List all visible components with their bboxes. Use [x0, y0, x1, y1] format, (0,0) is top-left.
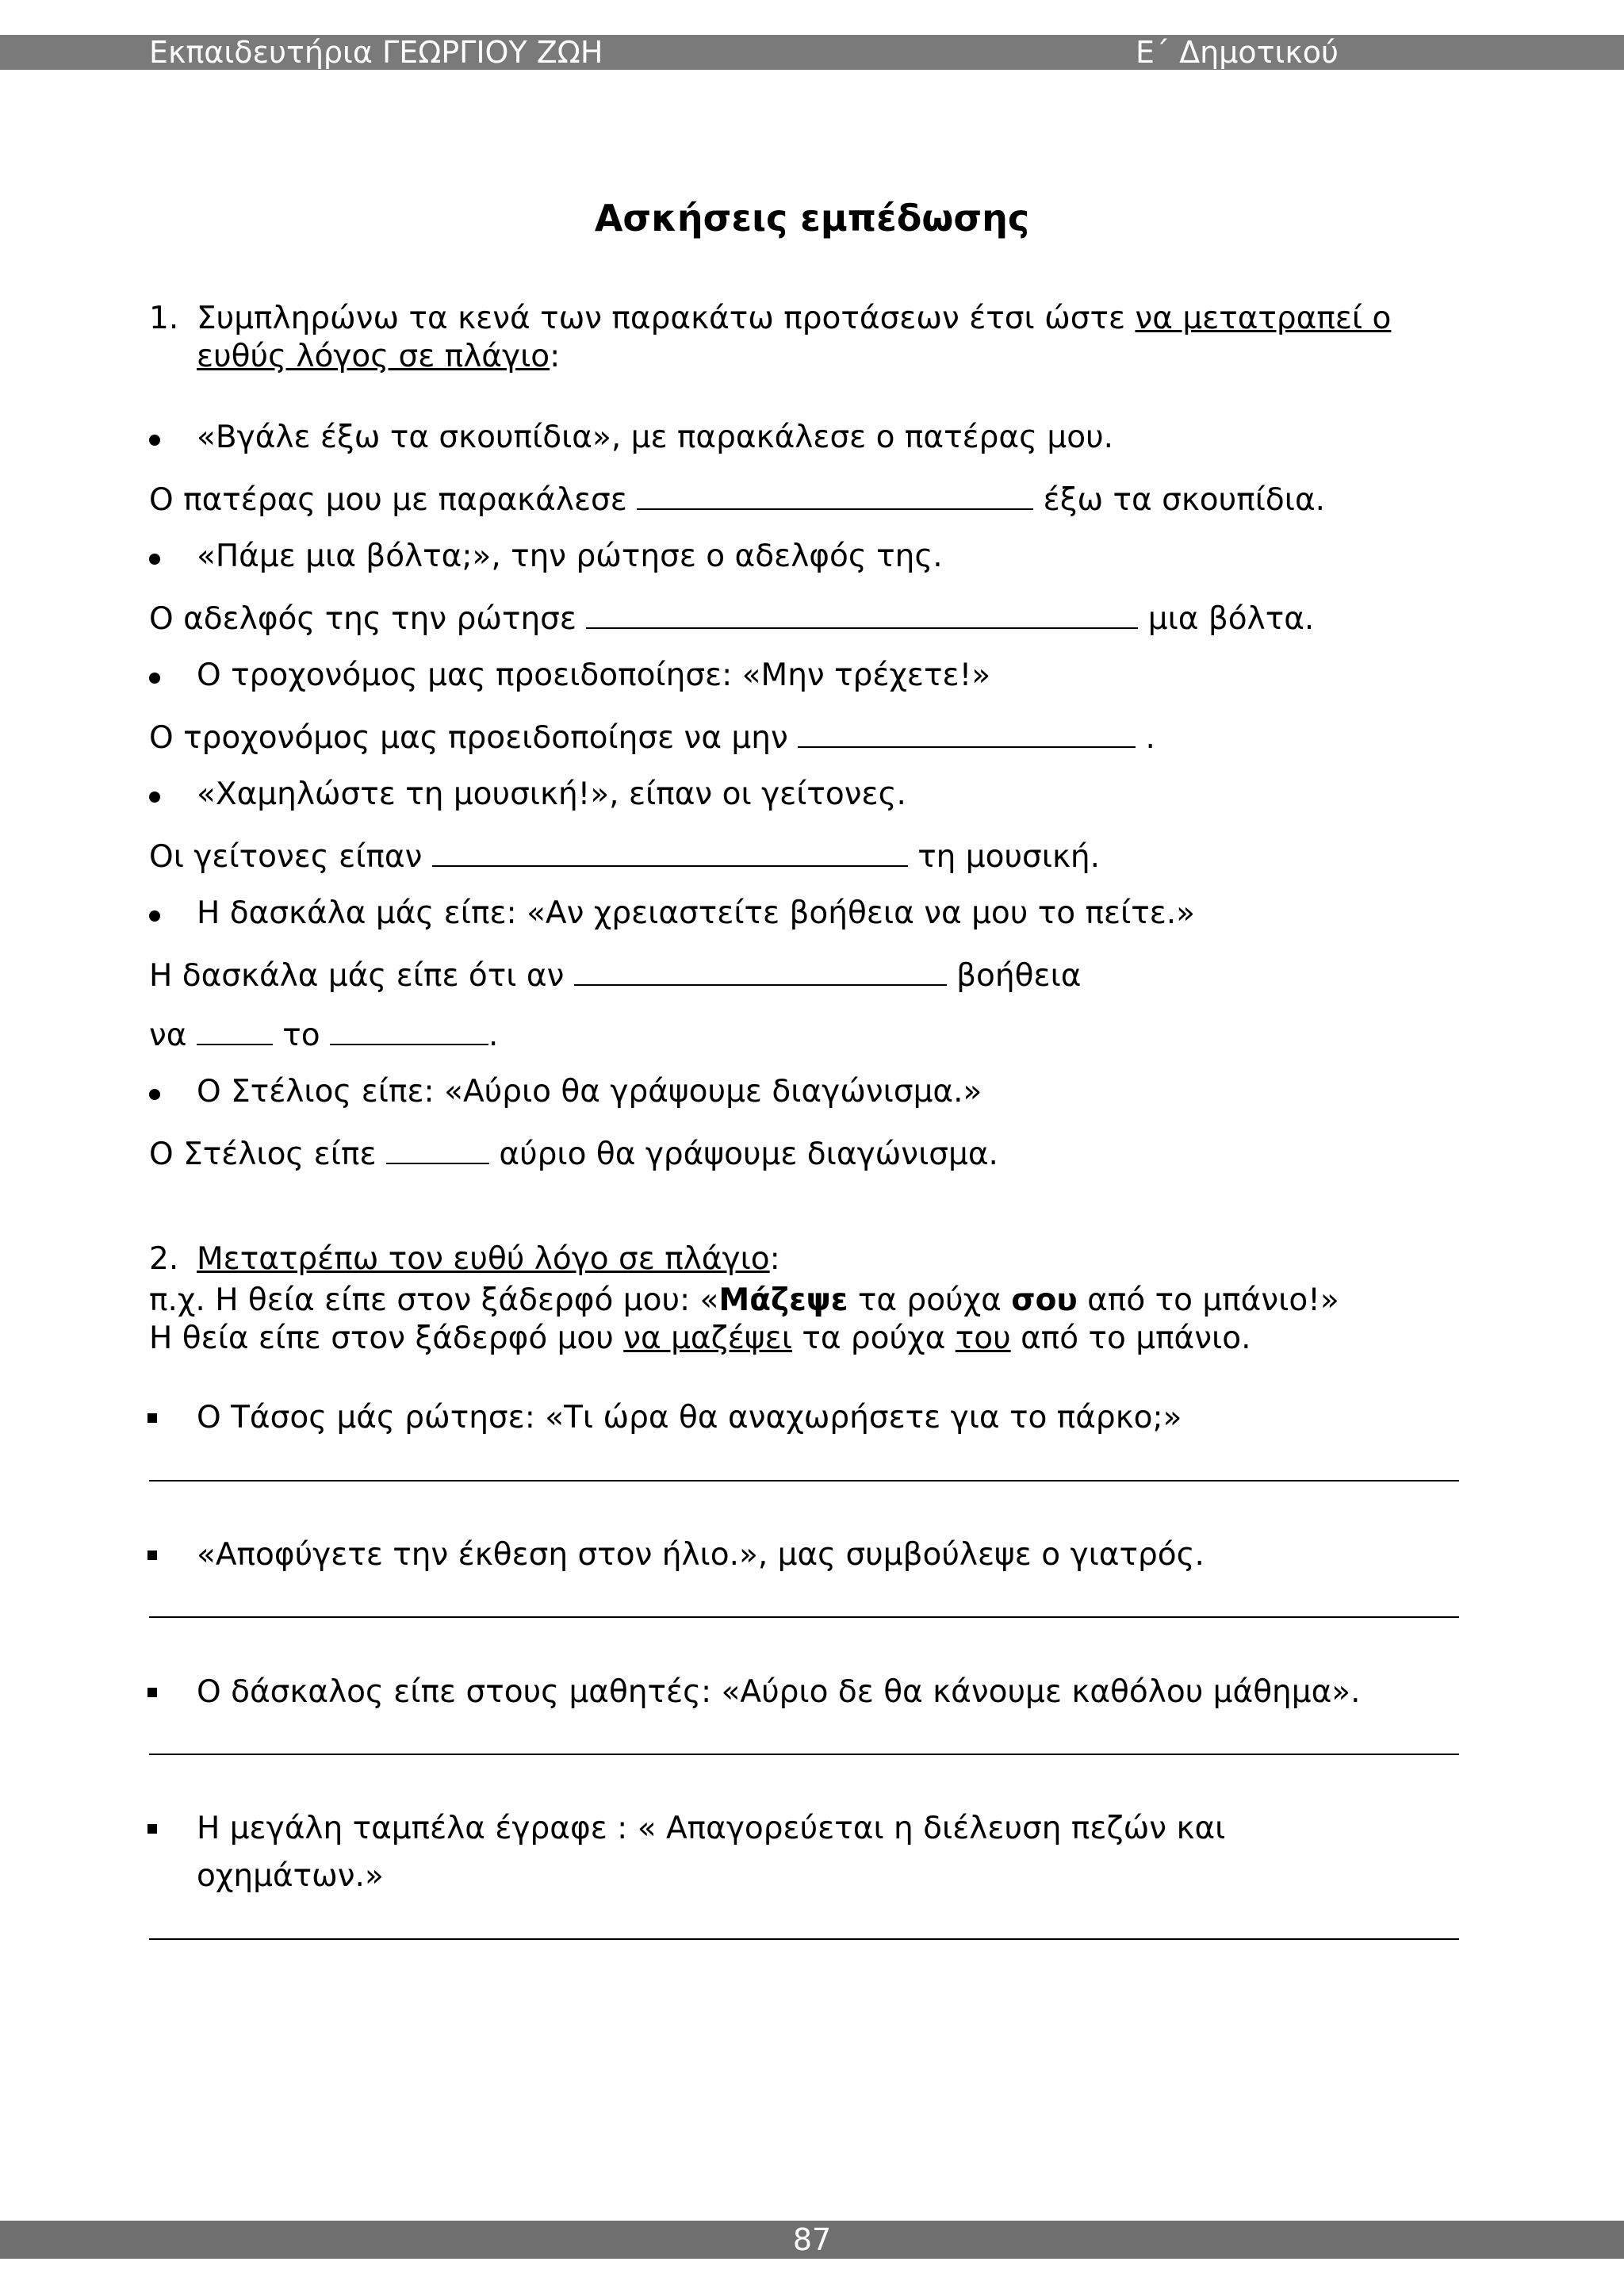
sentence-text: αύριο θα γράψουμε διαγώνισμα. — [488, 1137, 998, 1172]
answer-line[interactable] — [149, 1938, 1459, 1940]
exercise1-instruction-line1 — [197, 298, 1391, 339]
quote-6: Ο Στέλιος είπε: «Αύριο θα γράψουμε διαγώνισμα.» — [197, 1074, 982, 1110]
bullet-icon — [149, 1089, 160, 1100]
bullet-icon — [149, 910, 160, 922]
square-bullet-icon — [147, 1824, 157, 1834]
bullet-icon — [149, 435, 160, 446]
header-bar — [0, 35, 1624, 70]
example-text: από το μπάνιο!» — [1077, 1282, 1339, 1318]
sentence-text: το — [272, 1018, 331, 1053]
fill-sentence-1 — [149, 477, 1325, 521]
instruction-text: Συμπληρώνω τα κενά των παρακάτω προτάσεων έτσι ώστε — [197, 301, 1136, 336]
sentence-text: Ο τροχονόμος μας προειδοποίησε να μην — [149, 720, 799, 756]
fill-sentence-6 — [149, 1131, 998, 1175]
blank-field[interactable] — [574, 953, 947, 986]
fill-sentence-4 — [149, 834, 1100, 878]
blank-field[interactable] — [637, 477, 1033, 510]
sentence-text: έξω τα σκουπίδια. — [1033, 482, 1326, 518]
instruction-underlined: Μετατρέπω τον ευθύ λόγο σε πλάγιο — [197, 1241, 770, 1277]
quote-2: «Πάμε μια βόλτα;», την ρώτησε ο αδελφός της. — [197, 539, 943, 574]
bullet-icon — [149, 673, 160, 684]
fill-sentence-5b — [149, 1012, 498, 1056]
exercise2-item-4-cont: οχημάτων.» — [197, 1858, 384, 1894]
footer-bar — [0, 2221, 1624, 2259]
sentence-text: Ο πατέρας μου με παρακάλεσε — [149, 482, 638, 518]
exercise2-item-1: Ο Τάσος μάς ρώτησε: «Τι ώρα θα αναχωρήσετε για το πάρκο;» — [197, 1400, 1182, 1435]
grade-label: Ε΄ Δημοτικού — [1136, 35, 1339, 70]
blank-field[interactable] — [197, 1012, 273, 1045]
quote-1: «Βγάλε έξω τα σκουπίδια», με παρακάλεσε ο πατέρας μου. — [197, 420, 1114, 455]
sentence-text: Η δασκάλα μάς είπε ότι αν — [149, 958, 574, 994]
example-underlined: του — [955, 1320, 1011, 1356]
bullet-icon — [149, 554, 160, 565]
sentence-text: Οι γείτονες είπαν — [149, 839, 432, 875]
exercise2-instruction — [197, 1239, 780, 1280]
example-text: Η θεία είπε στον ξάδερφό μου — [149, 1320, 624, 1356]
blank-field[interactable] — [432, 834, 908, 867]
fill-sentence-2 — [149, 596, 1314, 640]
blank-field[interactable] — [586, 596, 1138, 629]
example-text: από το μπάνιο. — [1010, 1320, 1251, 1356]
square-bullet-icon — [147, 1413, 157, 1423]
example-text: τα ρούχα — [848, 1282, 1012, 1318]
instruction-text: : — [550, 339, 561, 374]
fill-sentence-5 — [149, 953, 1081, 997]
sentence-text: μια βόλτα. — [1138, 601, 1315, 637]
square-bullet-icon — [147, 1550, 157, 1560]
sentence-text: τη μουσική. — [907, 839, 1101, 875]
exercise1-number: 1. — [149, 301, 179, 336]
bullet-icon — [149, 792, 160, 803]
example-underlined: να μαζέψει — [623, 1320, 792, 1356]
exercise2-item-4: Η μεγάλη ταμπέλα έγραφε : « Απαγορεύεται η διέλευση πεζών και — [197, 1811, 1226, 1846]
blank-field[interactable] — [330, 1012, 488, 1045]
blank-field[interactable] — [386, 1131, 489, 1164]
sentence-text: βοήθεια — [946, 958, 1082, 994]
sentence-text: Ο αδελφός της την ρώτησε — [149, 601, 587, 637]
example-bold: Μάζεψε — [718, 1282, 848, 1318]
exercise2-item-3: Ο δάσκαλος είπε στους μαθητές: «Αύριο δε θα κάνουμε καθόλου μάθημα». — [197, 1674, 1361, 1710]
exercise2-item-2: «Αποφύγετε την έκθεση στον ήλιο.», μας συμβούλεψε ο γιατρός. — [197, 1537, 1205, 1573]
square-bullet-icon — [147, 1688, 157, 1697]
example-direct — [149, 1280, 1339, 1321]
instruction-underlined: ευθύς λόγος σε πλάγιο — [197, 339, 550, 374]
quote-5: Η δασκάλα μάς είπε: «Αν χρειαστείτε βοήθεια να μου το πείτε.» — [197, 895, 1196, 931]
fill-sentence-3 — [149, 715, 1155, 759]
sentence-text: Ο Στέλιος είπε — [149, 1137, 386, 1172]
example-text: τα ρούχα — [791, 1320, 956, 1356]
sentence-text: να — [149, 1018, 197, 1053]
answer-line[interactable] — [149, 1754, 1459, 1755]
example-bold: σου — [1011, 1282, 1078, 1318]
exercise2-number: 2. — [149, 1241, 179, 1277]
instruction-text: : — [769, 1241, 780, 1277]
example-text: π.χ. Η θεία είπε στον ξάδερφό μου: « — [149, 1282, 719, 1318]
quote-3: Ο τροχονόμος μας προειδοποίησε: «Μην τρέχετε!» — [197, 657, 991, 693]
answer-line[interactable] — [149, 1480, 1459, 1481]
sentence-text: . — [488, 1018, 499, 1053]
school-name: Εκπαιδευτήρια ΓΕΩΡΓΙΟΥ ΖΩΗ — [149, 35, 603, 70]
example-indirect — [149, 1318, 1251, 1359]
page-title: Ασκήσεις εμπέδωσης — [594, 197, 1030, 240]
answer-line[interactable] — [149, 1616, 1459, 1618]
exercise1-instruction-line2 — [197, 336, 560, 378]
blank-field[interactable] — [798, 715, 1136, 748]
instruction-underlined: να μετατραπεί ο — [1135, 301, 1392, 336]
sentence-text: . — [1136, 720, 1155, 756]
quote-4: «Χαμηλώστε τη μουσική!», είπαν οι γείτονες. — [197, 776, 906, 812]
page-number: 87 — [792, 2222, 832, 2257]
